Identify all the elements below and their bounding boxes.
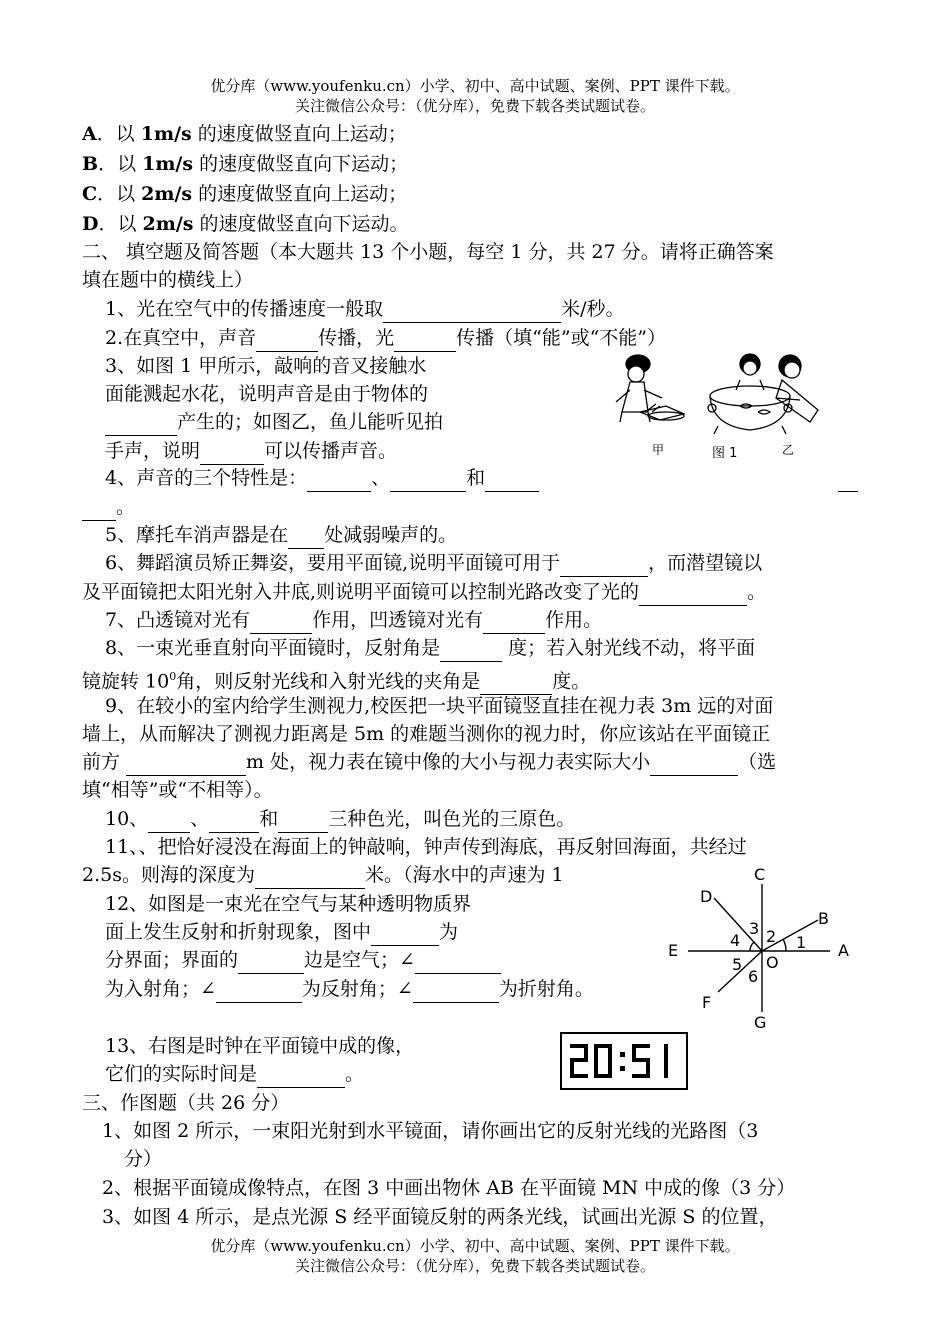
fig1-label-jia: 甲 — [652, 443, 665, 457]
option-a: A．以 1m/s 的速度做竖直向上运动； — [82, 123, 407, 145]
angle-3: 3 — [749, 919, 760, 938]
label-b: B — [818, 909, 829, 928]
fig1-caption: 图 1 — [712, 446, 738, 461]
label-d: D — [700, 887, 713, 906]
question-4-blank-tail — [838, 464, 858, 492]
clock-display-text: 20:51 — [560, 1032, 563, 1033]
figure-1 — [600, 350, 870, 465]
question-13-line-2: 它们的实际时间是 。 — [105, 1060, 364, 1088]
section3-title: 三、作图题（共 26 分） — [82, 1092, 290, 1114]
figure-light-refraction — [662, 862, 862, 1032]
header-line-1: 优分库（www.youfenku.cn）小学、初中、高中试题、案例、PPT 课件下载。 — [210, 77, 740, 95]
question-6-line-1: 6、舞蹈演员矫正舞姿，要用平面镜,说明平面镜可用于 ，而潜望镜以 — [105, 549, 762, 577]
label-e: E — [668, 941, 679, 960]
option-b: B．以 1m/s 的速度做竖直向下运动； — [82, 153, 409, 175]
question-9-line-3: 前方 m 处，视力表在镜中像的大小与视力表实际大小 （选 — [82, 748, 776, 776]
problem-2: 2、根据平面镜成像特点，在图 3 中画出物休 AB 在平面镜 MN 中成的像（3 分） — [102, 1177, 796, 1199]
question-3-line-1: 3、如图 1 甲所示，敲响的音叉接触水 — [105, 355, 427, 377]
question-8-line-1: 8、一束光垂直射向平面镜时，反射角是 度；若入射光线不动，将平面 — [105, 634, 755, 662]
question-2: 2.在真空中，声音 传播，光 传播（填“能”或“不能”） — [105, 324, 666, 352]
question-3-line-3: 产生的；如图乙，鱼儿能听见拍 — [105, 408, 443, 436]
question-11-line-2: 2.5s。则海的深度为 米。（海水中的声速为 1 — [82, 861, 564, 889]
angle-4: 4 — [730, 931, 741, 950]
section2-title-1: 二、 填空题及简答题（本大题共 13 个小题，每空 1 分，共 27 分。请将正确答案 — [82, 241, 774, 263]
fig1-label-yi: 乙 — [782, 443, 795, 457]
footer-line-1: 优分库（www.youfenku.cn）小学、初中、高中试题、案例、PPT 课件下载。 — [210, 1237, 740, 1255]
question-3-line-2: 面能溅起水花，说明声音是由于物体的 — [105, 383, 429, 405]
angle-2: 2 — [766, 927, 777, 946]
question-6-line-2: 及平面镜把太阳光射入井底,则说明平面镜可以控制光路改变了光的 。 — [82, 578, 766, 606]
option-d: D．以 2m/s 的速度做竖直向下运动。 — [82, 213, 409, 235]
mirror-clock — [560, 1032, 688, 1090]
question-10: 10、 、 和 三种色光，叫色光的三原色。 — [105, 805, 575, 833]
problem-1-line-1: 1、如图 2 所示，一束阳光射到水平镜面，请你画出它的反射光线的光路图（3 — [102, 1120, 759, 1142]
problem-3: 3、如图 4 所示，是点光源 S 经平面镜反射的两条光线，试画出光源 S 的位置， — [102, 1206, 778, 1228]
label-c: C — [754, 865, 766, 884]
question-5: 5、摩托车消声器是在 处减弱噪声的。 — [105, 521, 457, 549]
question-4-end: 。 — [82, 493, 135, 521]
question-8-line-2: 镜旋转 $10^0$角，则反射光线和入射光线的夹角是 度。 — [82, 663, 590, 695]
angle-6: 6 — [748, 967, 759, 986]
question-12-line-4: 为入射角；∠ 为反射角；∠ 为折射角。 — [105, 975, 594, 1003]
label-g: G — [754, 1013, 767, 1032]
option-c: C．以 2m/s 的速度做竖直向上运动； — [82, 183, 408, 205]
question-9-line-2: 墙上，从而解决了测视力距离是 5m 的难题当测你的视力时，你应该站在平面镜正 — [82, 723, 771, 745]
question-12-line-2: 面上发生反射和折射现象，图中 为 — [105, 918, 458, 946]
question-7: 7、凸透镜对光有 作用，凹透镜对光有 作用。 — [105, 606, 602, 634]
question-11-line-1: 11、、把恰好浸没在海面上的钟敲响，钟声传到海底，再反射回海面，共经过 — [105, 836, 747, 858]
angle-1: 1 — [796, 933, 807, 952]
question-13-line-1: 13、右图是时钟在平面镜中成的像， — [105, 1035, 415, 1057]
section2-title-2: 填在题中的横线上） — [82, 269, 254, 291]
fish-pond-illustration — [708, 354, 818, 434]
question-4: 4、声音的三个特性是： 、 和 — [105, 464, 539, 492]
angle-5: 5 — [732, 955, 743, 974]
problem-1-line-2: 分） — [124, 1148, 163, 1170]
header-line-2: 关注微信公众号：（优分库），免费下载各类试题试卷。 — [294, 97, 655, 115]
label-a: A — [838, 941, 849, 960]
question-12-line-3: 分界面；界面的 边是空气；∠ — [105, 946, 501, 974]
question-3-line-4: 手声，说明 可以传播声音。 — [105, 437, 397, 465]
question-9-line-4: 填“相等”或“不相等）。 — [82, 779, 273, 801]
question-12-line-1: 12、如图是一束光在空气与某种透明物质界 — [105, 893, 472, 915]
tuning-fork-illustration — [616, 355, 684, 422]
question-1: 1、光在空气中的传播速度一般取 米/秒。 — [105, 295, 625, 323]
question-9-line-1: 9、在较小的室内给学生测视力,校医把一块平面镜竖直挂在视力表 3m 远的对面 — [105, 695, 774, 717]
footer-line-2: 关注微信公众号：（优分库），免费下载各类试题试卷。 — [294, 1257, 655, 1275]
label-f: F — [702, 993, 712, 1012]
label-o: O — [766, 953, 779, 972]
